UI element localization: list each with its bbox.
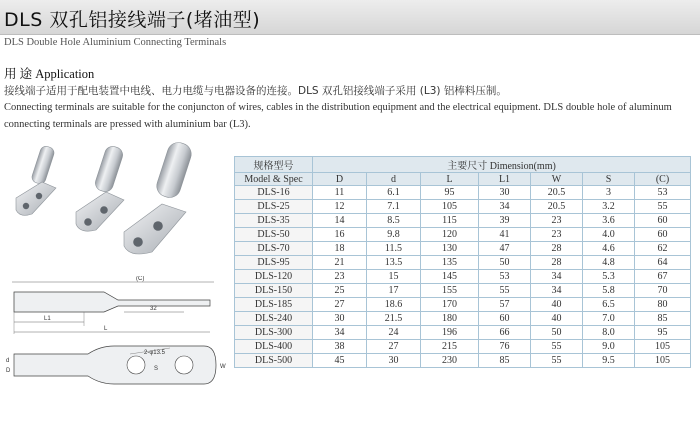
table-header-row-1 [235,157,691,173]
dimension-cell: 9.0 [583,340,635,354]
dimension-cell: 16 [313,228,367,242]
dimension-cell: 23 [531,214,583,228]
page-subtitle: DLS Double Hole Aluminium Connecting Terminals [4,37,227,48]
dimension-cell: 215 [421,340,479,354]
label-d-large: D [6,368,11,374]
application-heading: 用 途 Application [4,67,95,81]
dimension-cell: 34 [479,200,531,214]
table-body [235,186,691,368]
col-header: d [367,173,421,186]
dimension-cell: 60 [635,214,691,228]
dimension-cell: 47 [479,242,531,256]
model-cell: DLS-120 [235,270,313,284]
col-header: (C) [635,173,691,186]
dimension-cell: 34 [313,326,367,340]
label-32: 32 [150,306,157,312]
dimension-cell: 20.5 [531,186,583,200]
dimension-cell: 4.0 [583,228,635,242]
col-header: D [313,173,367,186]
model-cell: DLS-300 [235,326,313,340]
dimension-cell: 39 [479,214,531,228]
dimension-cell: 9.8 [367,228,421,242]
side-view-drawing [4,276,229,338]
dimension-cell: 50 [479,256,531,270]
dimension-cell: 230 [421,354,479,368]
label-l: L [104,326,108,332]
lug-large [124,140,194,254]
table-row [235,298,691,312]
model-cell: DLS-150 [235,284,313,298]
table-row [235,256,691,270]
dimension-cell: 180 [421,312,479,326]
model-header-en: Model & Spec [235,173,313,186]
col-header: W [531,173,583,186]
dimension-cell: 85 [479,354,531,368]
table-row [235,354,691,368]
dimension-cell: 20.5 [531,200,583,214]
dimension-cell: 62 [635,242,691,256]
dimension-cell: 60 [479,312,531,326]
table-row [235,326,691,340]
model-cell: DLS-16 [235,186,313,200]
table-row [235,242,691,256]
model-cell: DLS-400 [235,340,313,354]
dimension-cell: 28 [531,242,583,256]
dimension-cell: 27 [313,298,367,312]
dimension-cell: 70 [635,284,691,298]
dimension-cell: 55 [479,284,531,298]
col-header: S [583,173,635,186]
dimension-cell: 40 [531,298,583,312]
model-header-cn: 规格型号 [235,157,313,173]
dimension-table [234,156,691,368]
dimension-cell: 8.5 [367,214,421,228]
model-cell: DLS-25 [235,200,313,214]
model-cell: DLS-95 [235,256,313,270]
lug-medium [76,144,125,231]
dimension-cell: 11 [313,186,367,200]
table-row [235,200,691,214]
dimension-cell: 8.0 [583,326,635,340]
application-text-cn: 接线端子适用于配电装置中电线、电力电缆与电器设备的连接。DLS 双孔铝接线端子采用 (L3) 铝棒料压制。 [4,85,507,97]
label-dim: 2-φ13.5 [144,350,165,356]
dimension-cell: 3 [583,186,635,200]
model-cell: DLS-500 [235,354,313,368]
dimension-cell: 95 [635,326,691,340]
table-row [235,214,691,228]
dimension-cell: 57 [479,298,531,312]
table-row [235,270,691,284]
dimension-cell: 120 [421,228,479,242]
dimension-cell: 135 [421,256,479,270]
label-l1: L1 [44,316,51,322]
dimension-cell: 34 [531,270,583,284]
dimension-cell: 80 [635,298,691,312]
dimension-cell: 7.0 [583,312,635,326]
dimension-cell: 55 [635,200,691,214]
dimension-cell: 17 [367,284,421,298]
dimension-cell: 105 [635,354,691,368]
application-text-en: Connecting terminals are suitable for the conjuncton of wires, cables in the distribution equipment and the electrical equipment. DLS double hole of aluminum connecting terminals are pressed with aluminium bar (L3). [4,102,672,130]
dimension-cell: 196 [421,326,479,340]
table-header-row-2 [235,173,691,186]
label-s: S [154,366,159,372]
dimension-cell: 105 [421,200,479,214]
dimension-cell: 5.8 [583,284,635,298]
dimension-cell: 40 [531,312,583,326]
dimension-cell: 105 [635,340,691,354]
dimension-cell: 24 [367,326,421,340]
dimension-cell: 55 [531,354,583,368]
label-w: W [220,364,226,370]
table-row [235,186,691,200]
dimension-cell: 11.5 [367,242,421,256]
label-d-small: d [6,358,10,364]
dimension-cell: 4.6 [583,242,635,256]
dimension-cell: 155 [421,284,479,298]
dimension-cell: 53 [479,270,531,284]
dimension-cell: 34 [531,284,583,298]
product-photo [12,140,212,260]
dimension-cell: 5.3 [583,270,635,284]
dimension-cell: 18.6 [367,298,421,312]
dimension-cell: 21 [313,256,367,270]
col-header: L [421,173,479,186]
dimension-cell: 15 [367,270,421,284]
label-c: (C) [136,276,145,282]
dimension-cell: 130 [421,242,479,256]
dimension-cell: 145 [421,270,479,284]
table-row [235,340,691,354]
dimension-cell: 45 [313,354,367,368]
table-row [235,312,691,326]
lug-small [16,145,56,216]
dimension-cell: 41 [479,228,531,242]
dimension-cell: 115 [421,214,479,228]
dimension-cell: 66 [479,326,531,340]
dimension-cell: 53 [635,186,691,200]
dimension-cell: 170 [421,298,479,312]
dimension-cell: 85 [635,312,691,326]
dimension-cell: 14 [313,214,367,228]
table-row [235,284,691,298]
dimension-cell: 55 [531,340,583,354]
model-cell: DLS-240 [235,312,313,326]
dimension-cell: 30 [367,354,421,368]
page-title: DLS 双孔铝接线端子(堵油型) [4,9,261,31]
dimension-cell: 38 [313,340,367,354]
model-cell: DLS-185 [235,298,313,312]
model-cell: DLS-35 [235,214,313,228]
dimension-cell: 12 [313,200,367,214]
dimension-cell: 76 [479,340,531,354]
dimension-cell: 60 [635,228,691,242]
dimension-header: 主要尺寸 Dimension(mm) [313,157,691,173]
dimension-cell: 67 [635,270,691,284]
dimension-cell: 7.1 [367,200,421,214]
dimension-cell: 3.6 [583,214,635,228]
title-bar [0,0,700,35]
model-cell: DLS-50 [235,228,313,242]
dimension-cell: 50 [531,326,583,340]
dimension-cell: 23 [313,270,367,284]
dimension-cell: 21.5 [367,312,421,326]
dimension-cell: 23 [531,228,583,242]
table-row [235,228,691,242]
dimension-cell: 28 [531,256,583,270]
dimension-cell: 9.5 [583,354,635,368]
dimension-cell: 25 [313,284,367,298]
dimension-cell: 13.5 [367,256,421,270]
dimension-cell: 18 [313,242,367,256]
dimension-cell: 30 [313,312,367,326]
top-view-drawing [4,340,229,390]
dimension-cell: 27 [367,340,421,354]
col-header: L1 [479,173,531,186]
dimension-cell: 6.5 [583,298,635,312]
dimension-cell: 64 [635,256,691,270]
dimension-cell: 6.1 [367,186,421,200]
dimension-cell: 30 [479,186,531,200]
dimension-cell: 95 [421,186,479,200]
dimension-cell: 3.2 [583,200,635,214]
dimension-cell: 4.8 [583,256,635,270]
model-cell: DLS-70 [235,242,313,256]
